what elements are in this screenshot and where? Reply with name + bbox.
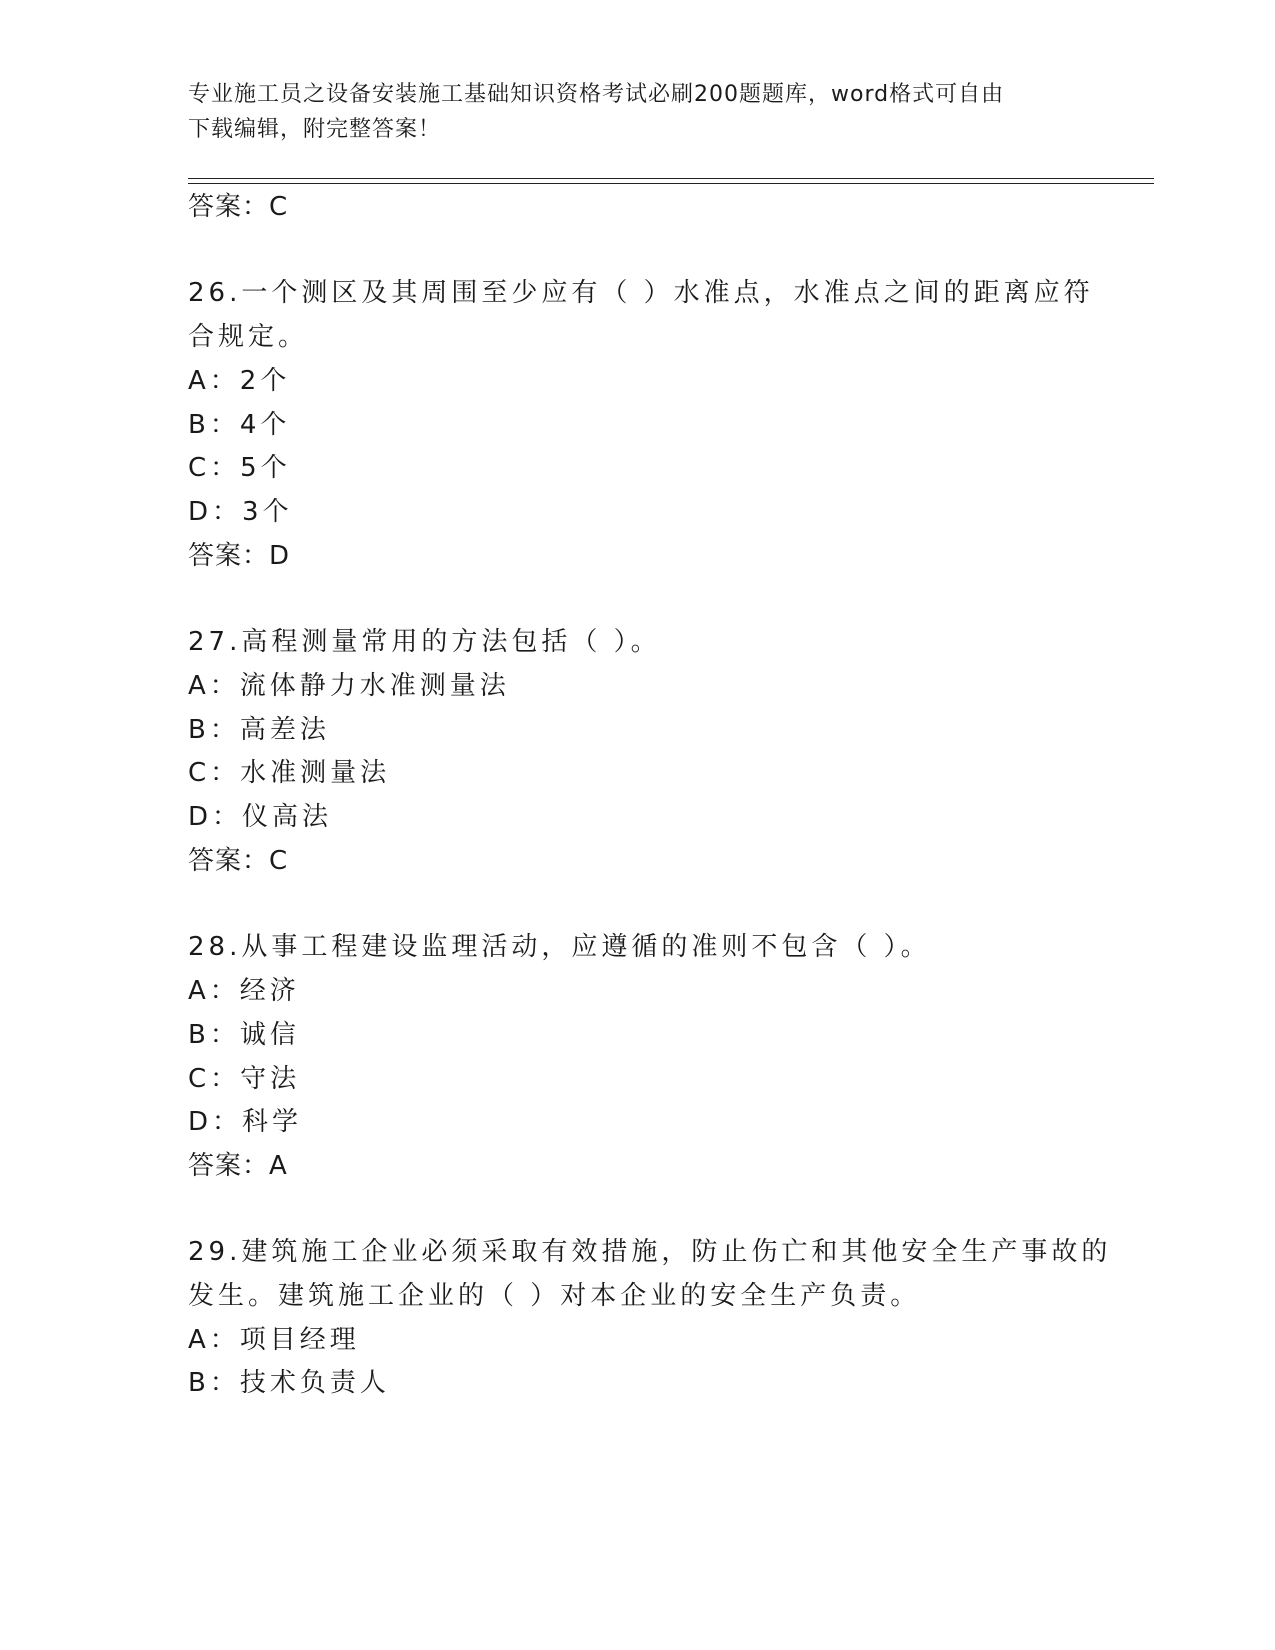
header-title-line-2: 下载编辑，附完整答案！	[188, 117, 442, 142]
header-divider-bottom	[188, 183, 1154, 184]
question-28-option-b: B：诚信	[188, 1020, 300, 1050]
question-27-answer: 答案：C	[188, 846, 289, 876]
header-divider-top	[188, 178, 1154, 179]
question-29-option-a: A：项目经理	[188, 1325, 360, 1355]
question-26-option-c: C：5个	[188, 453, 291, 483]
question-26-text-line-2: 合规定。	[188, 322, 309, 352]
question-26-answer: 答案：D	[188, 541, 291, 571]
question-27-option-c: C：水准测量法	[188, 758, 391, 788]
question-26-option-b: B：4个	[188, 410, 291, 440]
header-title-line-1: 专业施工员之设备安装施工基础知识资格考试必刷200题题库，word格式可自由	[188, 82, 1005, 107]
answer-previous: 答案：C	[188, 192, 289, 222]
question-27-option-b: B：高差法	[188, 715, 330, 745]
question-28-option-d: D：科学	[188, 1107, 303, 1137]
question-26-option-a: A：2个	[188, 366, 291, 396]
question-26-text-line-1: 26.一个测区及其周围至少应有（ ）水准点，水准点之间的距离应符	[188, 278, 1094, 308]
question-28-answer: 答案：A	[188, 1151, 288, 1181]
question-29-text-line-1: 29.建筑施工企业必须采取有效措施，防止伤亡和其他安全生产事故的	[188, 1237, 1112, 1267]
question-28-text-line-1: 28.从事工程建设监理活动，应遵循的准则不包含（ ）。	[188, 932, 931, 962]
question-29-option-b: B：技术负责人	[188, 1368, 390, 1398]
question-26-option-d: D：3个	[188, 497, 293, 527]
question-29-text-line-2: 发生。建筑施工企业的（ ）对本企业的安全生产负责。	[188, 1281, 921, 1311]
question-27-option-d: D：仪高法	[188, 802, 333, 832]
question-28-option-a: A：经济	[188, 976, 300, 1006]
question-27-option-a: A：流体静力水准测量法	[188, 671, 510, 701]
question-28-option-c: C：守法	[188, 1064, 301, 1094]
question-27-text-line-1: 27.高程测量常用的方法包括（ ）。	[188, 627, 661, 657]
